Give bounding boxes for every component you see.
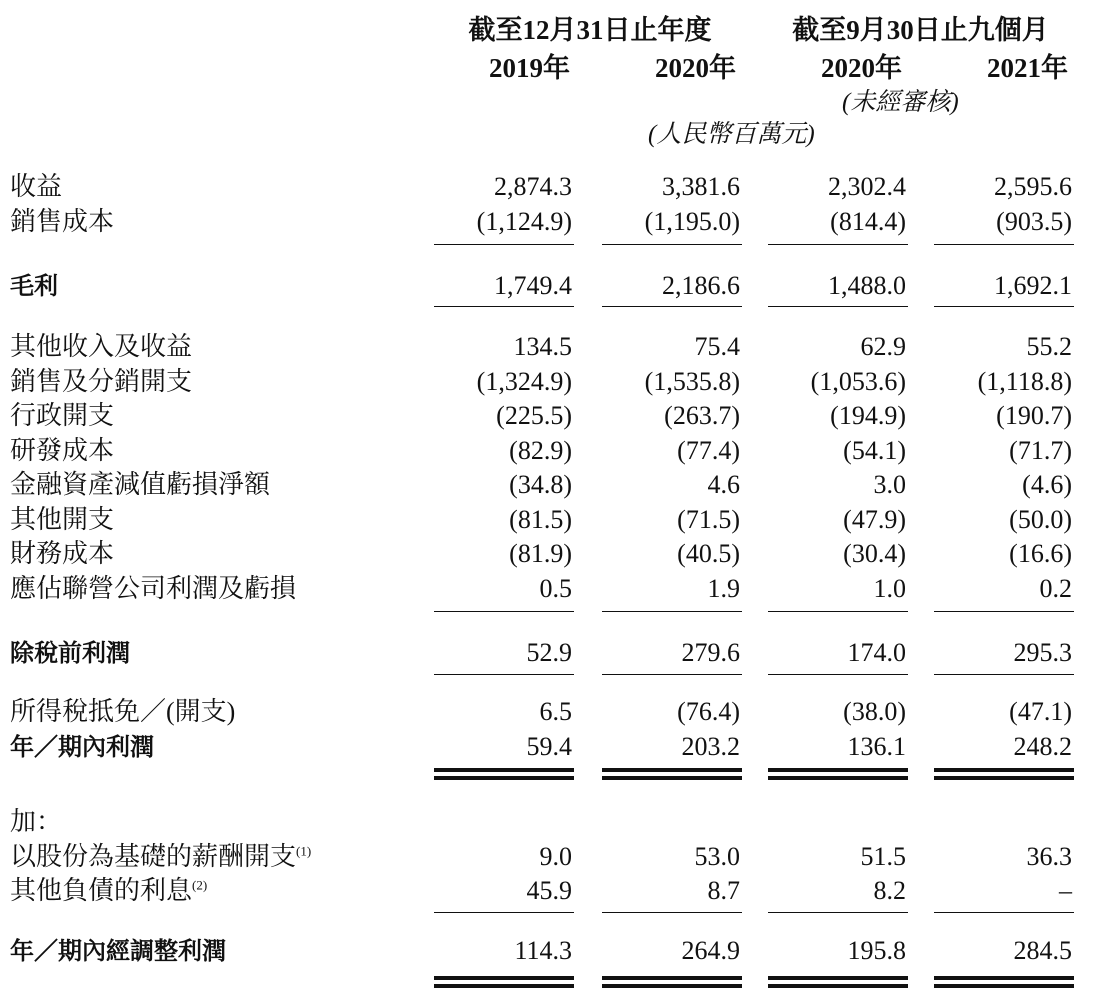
row-label-text: 毛利 — [10, 272, 58, 300]
double-rule-adjusted-profit — [768, 976, 908, 988]
row-adjusted-profit-value-col2: 264.9 — [681, 936, 740, 965]
row-label-text: 應佔聯營公司利潤及虧損 — [10, 574, 297, 603]
row-gross-profit-value-col1: 1,749.4 — [494, 271, 572, 300]
row-label-text: 以股份為基礎的薪酬開支 — [10, 842, 297, 871]
header-nine-month-period: 截至9月30日止九個月 — [792, 15, 1049, 45]
row-associates-value-col2: 1.9 — [707, 574, 740, 603]
row-revenue-value-col3: 2,302.4 — [828, 172, 906, 201]
currency-unit: (人民幣百萬元) — [648, 121, 815, 148]
rule-after-cost-of-sales — [434, 244, 574, 245]
row-label-text: 銷售及分銷開支 — [10, 367, 193, 396]
row-income-tax-value-col1: 6.5 — [539, 697, 572, 726]
row-associates-label — [10, 573, 296, 605]
rule-after-other-liabilities — [602, 912, 742, 913]
row-label-text: 年／期內利潤 — [10, 733, 154, 761]
rule-after-gross-profit — [434, 306, 574, 307]
row-other-income-value-col1: 134.5 — [513, 332, 572, 361]
row-other-expenses-value-col3: (47.9) — [843, 505, 906, 534]
row-gross-profit-value-col3: 1,488.0 — [828, 271, 906, 300]
row-impairment-label — [10, 469, 270, 501]
double-rule-profit — [934, 768, 1074, 780]
double-rule-adjusted-profit — [602, 976, 742, 988]
row-rnd-costs-value-col4: (71.7) — [1009, 436, 1072, 465]
row-other-income-value-col4: 55.2 — [1026, 332, 1072, 361]
footnote-marker: (1) — [296, 843, 312, 859]
row-rnd-costs-value-col1: (82.9) — [509, 436, 572, 465]
double-rule-adjusted-profit — [934, 976, 1074, 988]
row-share-based-comp-value-col2: 53.0 — [694, 842, 740, 871]
row-profit-for-period-value-col1: 59.4 — [526, 732, 572, 761]
row-finance-costs-label — [10, 538, 114, 570]
row-other-expenses-value-col2: (71.5) — [677, 505, 740, 534]
row-label-text: 財務成本 — [10, 539, 115, 568]
header-year-2021-9m: 2021年 — [987, 53, 1068, 83]
rule-after-profit-before-tax — [768, 674, 908, 675]
row-gross-profit-value-col4: 1,692.1 — [994, 271, 1072, 300]
row-cost-of-sales-value-col3: (814.4) — [830, 207, 906, 236]
row-finance-costs-value-col2: (40.5) — [677, 539, 740, 568]
row-gross-profit-label — [10, 270, 58, 302]
rule-after-cost-of-sales — [768, 244, 908, 245]
rule-after-associates — [934, 611, 1074, 612]
row-rnd-costs-value-col2: (77.4) — [677, 436, 740, 465]
rule-after-profit-before-tax — [434, 674, 574, 675]
row-cost-of-sales-label — [10, 206, 114, 238]
row-label-text: 其他收入及收益 — [10, 332, 193, 361]
row-interest-other-liabilities-value-col3: 8.2 — [873, 876, 906, 905]
row-interest-other-liabilities-value-col1: 45.9 — [526, 876, 572, 905]
row-other-income-label — [10, 331, 192, 363]
row-selling-distribution-value-col4: (1,118.8) — [977, 367, 1072, 396]
row-label-text: 除稅前利潤 — [10, 639, 130, 667]
header-year-2020-9m: 2020年 — [821, 53, 902, 83]
row-label-text: 其他開支 — [10, 505, 115, 534]
row-associates-value-col3: 1.0 — [873, 574, 906, 603]
rule-after-gross-profit — [768, 306, 908, 307]
row-admin-expenses-value-col3: (194.9) — [830, 401, 906, 430]
row-label-text: 金融資產減值虧損淨額 — [10, 470, 271, 499]
row-share-based-comp-value-col3: 51.5 — [860, 842, 906, 871]
row-label-text: 銷售成本 — [10, 207, 115, 236]
rule-after-other-liabilities — [934, 912, 1074, 913]
double-rule-profit — [434, 768, 574, 780]
row-cost-of-sales-value-col4: (903.5) — [996, 207, 1072, 236]
row-profit-for-period-value-col4: 248.2 — [1013, 732, 1072, 761]
row-cost-of-sales-value-col2: (1,195.0) — [644, 207, 740, 236]
row-label-text: 其他負債的利息 — [10, 876, 193, 905]
row-income-tax-value-col3: (38.0) — [843, 697, 906, 726]
row-gross-profit-value-col2: 2,186.6 — [662, 271, 740, 300]
row-interest-other-liabilities-value-col2: 8.7 — [707, 876, 740, 905]
footnote-marker: (2) — [192, 877, 208, 893]
row-impairment-value-col3: 3.0 — [873, 470, 906, 499]
rule-after-other-liabilities — [434, 912, 574, 913]
rule-after-profit-before-tax — [934, 674, 1074, 675]
rule-after-gross-profit — [934, 306, 1074, 307]
row-associates-value-col1: 0.5 — [539, 574, 572, 603]
row-impairment-value-col1: (34.8) — [509, 470, 572, 499]
row-label-text: 所得稅抵免／(開支) — [10, 697, 236, 726]
row-profit-for-period-label — [10, 731, 154, 763]
header-year-2019: 2019年 — [489, 53, 570, 83]
row-profit-before-tax-value-col2: 279.6 — [681, 638, 740, 667]
row-rnd-costs-value-col3: (54.1) — [843, 436, 906, 465]
row-admin-expenses-value-col1: (225.5) — [496, 401, 572, 430]
row-add-label-label — [10, 806, 62, 838]
row-other-expenses-value-col1: (81.5) — [509, 505, 572, 534]
row-associates-value-col4: 0.2 — [1039, 574, 1072, 603]
row-adjusted-profit-value-col3: 195.8 — [847, 936, 906, 965]
rule-after-cost-of-sales — [934, 244, 1074, 245]
row-profit-before-tax-value-col4: 295.3 — [1013, 638, 1072, 667]
rule-after-other-liabilities — [768, 912, 908, 913]
double-rule-adjusted-profit — [434, 976, 574, 988]
row-selling-distribution-value-col3: (1,053.6) — [810, 367, 906, 396]
row-adjusted-profit-value-col1: 114.3 — [514, 936, 572, 965]
row-profit-before-tax-value-col3: 174.0 — [847, 638, 906, 667]
double-rule-profit — [602, 768, 742, 780]
row-profit-before-tax-label — [10, 637, 130, 669]
row-other-income-value-col3: 62.9 — [860, 332, 906, 361]
row-share-based-comp-value-col1: 9.0 — [539, 842, 572, 871]
row-revenue-value-col2: 3,381.6 — [662, 172, 740, 201]
row-adjusted-profit-label — [10, 935, 226, 967]
header-year-2020: 2020年 — [655, 53, 736, 83]
double-rule-profit — [768, 768, 908, 780]
row-finance-costs-value-col4: (16.6) — [1009, 539, 1072, 568]
row-revenue-value-col1: 2,874.3 — [494, 172, 572, 201]
row-other-expenses-value-col4: (50.0) — [1009, 505, 1072, 534]
row-income-tax-label — [10, 696, 235, 728]
row-other-expenses-label — [10, 504, 114, 536]
row-label-text: 收益 — [10, 172, 63, 201]
row-cost-of-sales-value-col1: (1,124.9) — [476, 207, 572, 236]
rule-after-gross-profit — [602, 306, 742, 307]
row-admin-expenses-label — [10, 400, 114, 432]
header-fy-period: 截至12月31日止年度 — [468, 15, 712, 45]
row-impairment-value-col2: 4.6 — [707, 470, 740, 499]
row-income-tax-value-col4: (47.1) — [1009, 697, 1072, 726]
rule-after-associates — [768, 611, 908, 612]
row-income-tax-value-col2: (76.4) — [677, 697, 740, 726]
row-adjusted-profit-value-col4: 284.5 — [1013, 936, 1072, 965]
row-interest-other-liabilities-value-col4: – — [1059, 876, 1072, 905]
row-selling-distribution-value-col2: (1,535.8) — [644, 367, 740, 396]
rule-after-profit-before-tax — [602, 674, 742, 675]
row-admin-expenses-value-col4: (190.7) — [996, 401, 1072, 430]
row-profit-for-period-value-col2: 203.2 — [681, 732, 740, 761]
row-rnd-costs-label — [10, 435, 114, 467]
row-finance-costs-value-col1: (81.9) — [509, 539, 572, 568]
row-label-text: 研發成本 — [10, 436, 115, 465]
row-selling-distribution-label — [10, 366, 192, 398]
row-selling-distribution-value-col1: (1,324.9) — [476, 367, 572, 396]
row-revenue-label — [10, 171, 62, 203]
row-label-text: 行政開支 — [10, 401, 115, 430]
row-admin-expenses-value-col2: (263.7) — [664, 401, 740, 430]
rule-after-associates — [434, 611, 574, 612]
row-share-based-comp-label — [10, 841, 311, 873]
row-interest-other-liabilities-label — [10, 875, 207, 907]
row-revenue-value-col4: 2,595.6 — [994, 172, 1072, 201]
rule-after-cost-of-sales — [602, 244, 742, 245]
row-profit-before-tax-value-col1: 52.9 — [526, 638, 572, 667]
row-other-income-value-col2: 75.4 — [694, 332, 740, 361]
row-profit-for-period-value-col3: 136.1 — [847, 732, 906, 761]
rule-after-associates — [602, 611, 742, 612]
row-share-based-comp-value-col4: 36.3 — [1026, 842, 1072, 871]
row-impairment-value-col4: (4.6) — [1022, 470, 1072, 499]
unaudited-note: (未經審核) — [842, 89, 959, 116]
row-label-text: 年／期內經調整利潤 — [10, 937, 226, 965]
row-label-text: 加： — [10, 807, 63, 836]
row-finance-costs-value-col3: (30.4) — [843, 539, 906, 568]
